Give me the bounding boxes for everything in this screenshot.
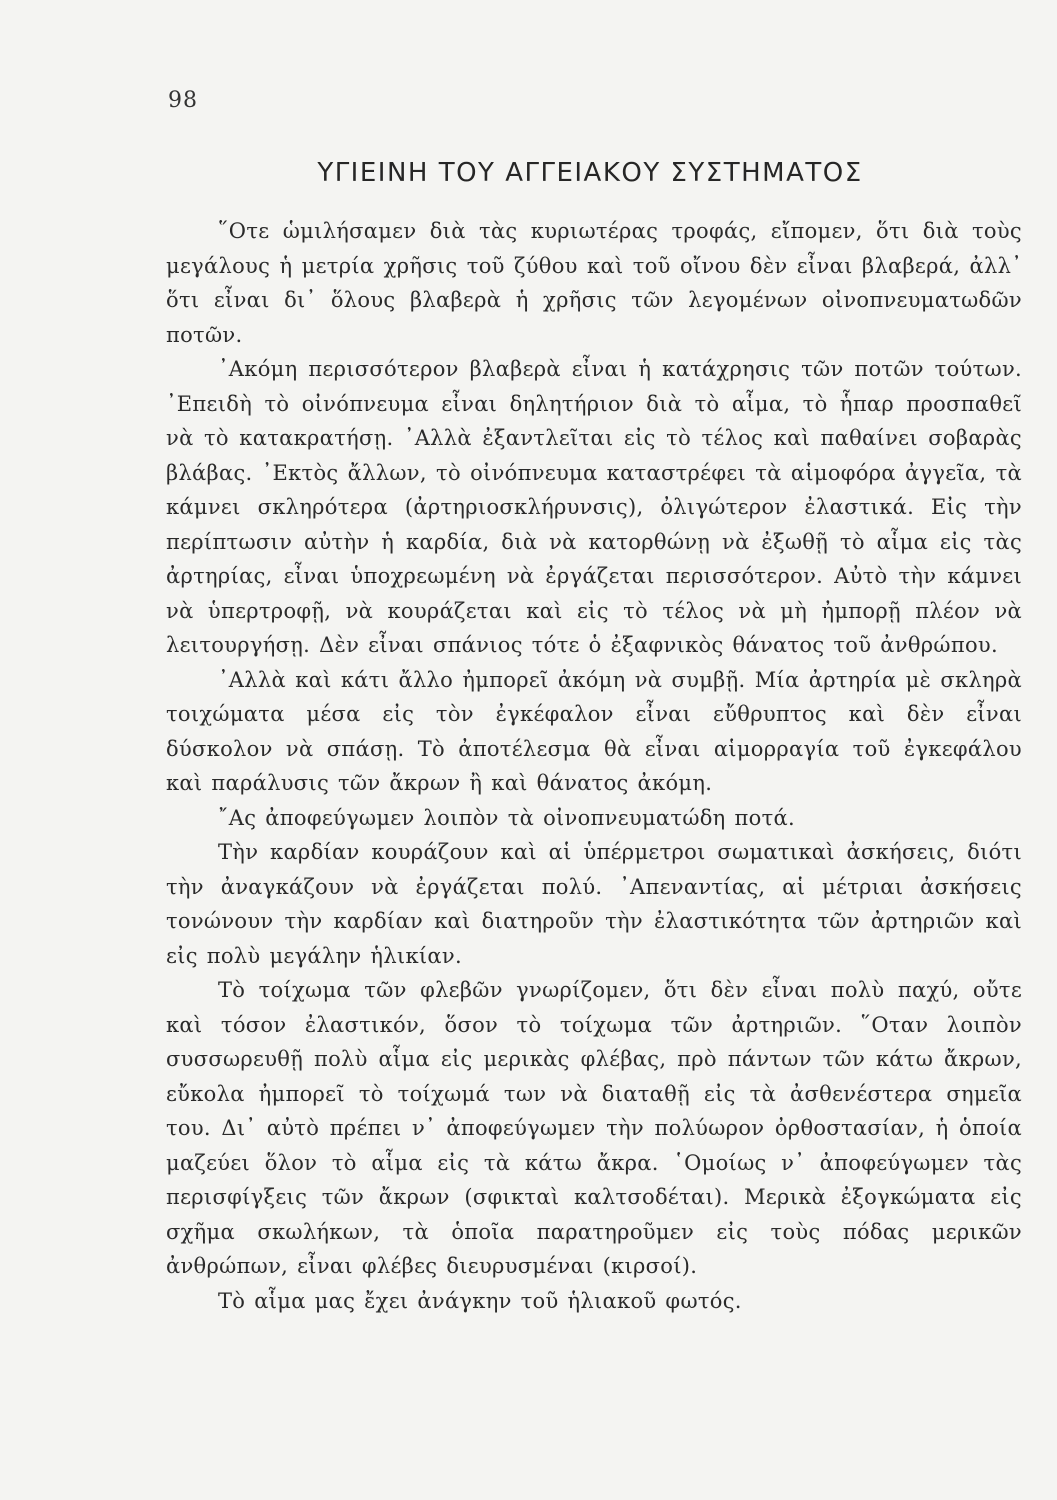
paragraph-4: ῎Ας ἀποφεύγωμεν λοιπὸν τὰ οἰνοπνευματώδη ποτά. — [218, 805, 795, 830]
body-text — [166, 214, 1022, 1318]
page-number: 98 — [168, 88, 198, 113]
paragraph-3: ᾿Αλλὰ καὶ κάτι ἄλλο ἠμπορεῖ ἀκόμη νὰ συμβῇ. Μία ἀρτηρία μὲ σκληρὰ τοιχώματα μέσα εἰς τὸν ἐγκέφαλον εἶναι εὔθρυπτος καὶ δὲν εἶναι δύσκολον νὰ σπάσῃ. Τὸ ἀποτέλεσμα θὰ εἶναι αἱμορραγία τοῦ ἐγκεφάλου καὶ παράλυσις τῶν ἄκρων ἢ καὶ θάνατος ἀκόμη. — [166, 667, 1022, 795]
paragraph-5: Τὴν καρδίαν κουράζουν καὶ αἱ ὑπέρμετροι σωματικαὶ ἀσκήσεις, διότι τὴν ἀναγκάζουν νὰ ἐργάζεται πολύ. ᾿Απεναντίας, αἱ μέτριαι ἀσκήσεις τονώνουν τὴν καρδίαν καὶ διατηροῦν τὴν ἐλαστικότητα τῶν ἀρτηριῶν καὶ εἰς πολὺ μεγάλην ἡλικίαν. — [166, 840, 1022, 968]
paragraph-1: ῞Οτε ὡμιλήσαμεν διὰ τὰς κυριωτέρας τροφάς, εἴπομεν, ὅτι διὰ τοὺς μεγάλους ἡ μετρία χρῆσις τοῦ ζύθου καὶ τοῦ οἴνου δὲν εἶναι βλαβερά, ἀλλ᾿ ὅτι εἶναι δι᾿ ὅλους βλαβερὰ ἡ χρῆσις τῶν λεγομένων οἰνοπνευματωδῶν ποτῶν. — [166, 219, 1022, 347]
paragraph-6: Τὸ τοίχωμα τῶν φλεβῶν γνωρίζομεν, ὅτι δὲν εἶναι πολὺ παχύ, οὔτε καὶ τόσον ἐλαστικόν, ὅσον τὸ τοίχωμα τῶν ἀρτηριῶν. ῞Οταν λοιπὸν συσσωρευθῇ πολὺ αἷμα εἰς μερικὰς φλέβας, πρὸ πάντων τῶν κάτω ἄκρων, εὔκολα ἠμπορεῖ τὸ τοίχωμά των νὰ διαταθῇ εἰς τὰ ἀσθενέστερα σημεῖα του. Δι᾿ αὐτὸ πρέπει ν᾿ ἀποφεύγωμεν τὴν πολύωρον ὀρθοστασίαν, ἡ ὁποία μαζεύει ὅλον τὸ αἷμα εἰς τὰ κάτω ἄκρα. ῾Ομοίως ν᾿ ἀποφεύγωμεν τὰς περισφίγξεις τῶν ἄκρων (σφικταὶ καλτσοδέται). Μερικὰ ἐξογκώματα εἰς σχῆμα σκωλήκων, τὰ ὁποῖα παρατηροῦμεν εἰς τοὺς πόδας μερικῶν ἀνθρώπων, εἶναι φλέβες διευρυσμέναι (κιρσοί). — [166, 978, 1022, 1278]
paragraph-2: ᾿Ακόμη περισσότερον βλαβερὰ εἶναι ἡ κατάχρησις τῶν ποτῶν τούτων. ᾿Επειδὴ τὸ οἰνόπνευμα εἶναι δηλητήριον διὰ τὸ αἷμα, τὸ ἧπαρ προσπαθεῖ νὰ τὸ κατακρατήσῃ. ᾿Αλλὰ ἐξαντλεῖται εἰς τὸ τέλος καὶ παθαίνει σοβαρὰς βλάβας. ᾿Εκτὸς ἄλλων, τὸ οἰνόπνευμα καταστρέφει τὰ αἱμοφόρα ἀγγεῖα, τὰ κάμνει σκληρότερα (ἀρτηριοσκλήρυνσις), ὀλιγώτερον ἐλαστικά. Εἰς τὴν περίπτωσιν αὐτὴν ἡ καρδία, διὰ νὰ κατορθώνῃ νὰ ἐξωθῇ τὸ αἷμα εἰς τὰς ἀρτηρίας, εἶναι ὑποχρεωμένη νὰ ἐργάζεται περισσότερον. Αὐτὸ τὴν κάμνει νὰ ὑπερτροφῇ, νὰ κουράζεται καὶ εἰς τὸ τέλος νὰ μὴ ἠμπορῇ πλέον νὰ λειτουργήσῃ. Δὲν εἶναι σπάνιος τότε ὁ ἐξαφνικὸς θάνατος τοῦ ἀνθρώπου. — [166, 357, 1022, 657]
paragraph-7: Τὸ αἷμα μας ἔχει ἀνάγκην τοῦ ἡλιακοῦ φωτός. — [218, 1288, 742, 1313]
section-heading: ΥΓΙΕΙΝΗ ΤΟΥ ΑΓΓΕΙΑΚΟΥ ΣΥΣΤΗΜΑΤΟΣ — [317, 158, 863, 188]
